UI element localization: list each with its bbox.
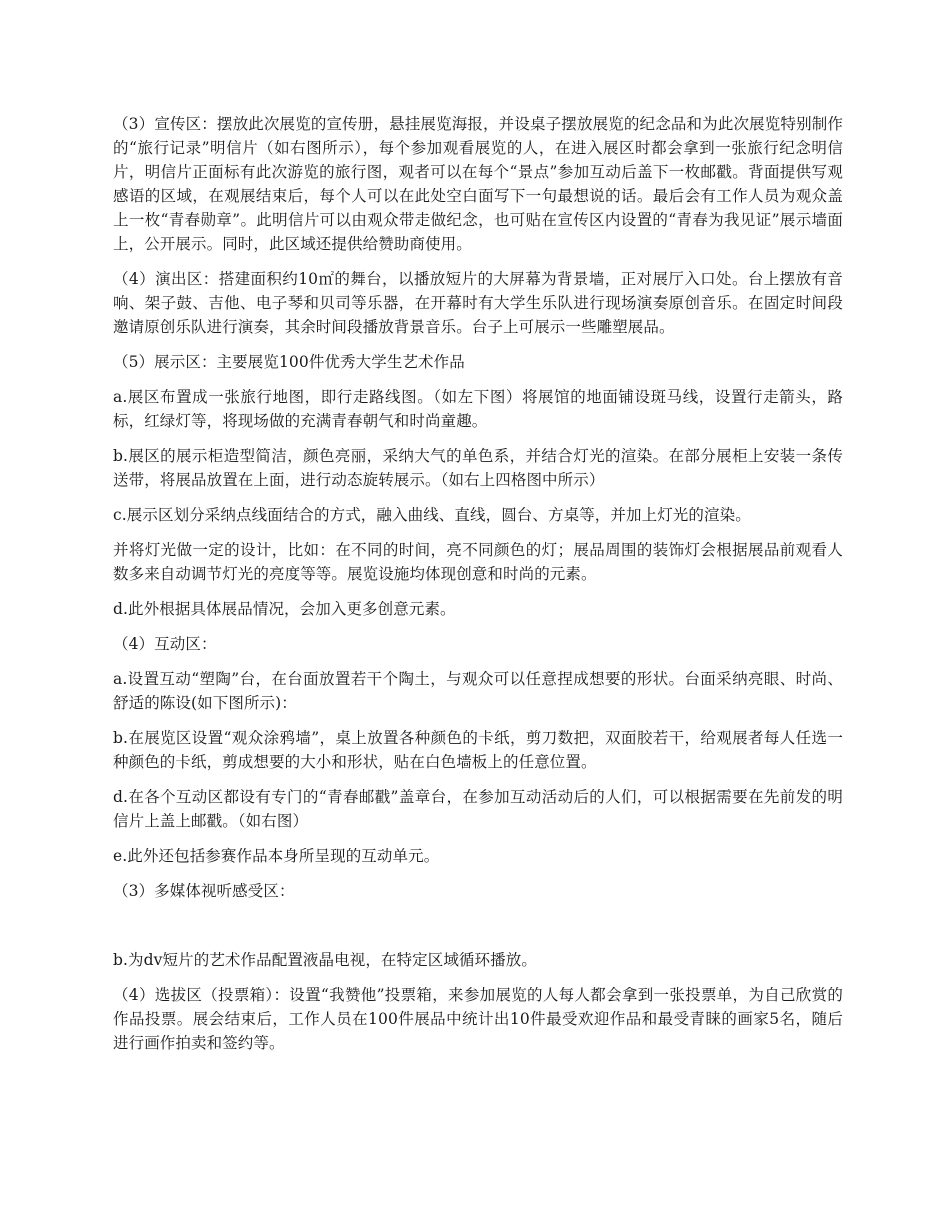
paragraph-interactive-item-b: b.在展览区设置“观众涂鸦墙”，桌上放置各种颜色的卡纸，剪刀数把，双面胶若干，给观展者每人任选一种颜色的卡纸，剪成想要的大小和形状，贴在白色墙板上的任意位置。	[113, 729, 843, 771]
paragraph-interactive-item-a: a.设置互动“塑陶”台，在台面放置若干个陶土，与观众可以任意捏成想要的形状。台面采纳亮眼、时尚、舒适的陈设(如下图所示)：	[113, 670, 843, 712]
paragraph-interactive-item-e: e.此外还包括参赛作品本身所呈现的互动单元。	[113, 847, 440, 865]
document-body	[113, 112, 843, 1066]
paragraph-lighting-design: 并将灯光做一定的设计，比如：在不同的时间，亮不同颜色的灯；展品周围的装饰灯会根据展品前观看人数多来自动调节灯光的亮度等等。展览设施均体现创意和时尚的元素。	[113, 541, 843, 583]
paragraph-display-item-a: a.展区布置成一张旅行地图，即行走路线图。（如左下图）将展馆的地面铺设斑马线，设置行走箭头，路标，红绿灯等，将现场做的充满青春朝气和时尚童趣。	[113, 388, 843, 430]
paragraph-display-item-c: c.展示区划分采纳点线面结合的方式，融入曲线、直线，圆台、方桌等，并加上灯光的渲染。	[113, 506, 751, 524]
paragraph-publicity-area: （3）宣传区：摆放此次展览的宣传册，悬挂展览海报，并设桌子摆放展览的纪念品和为此次展览特别制作的“旅行记录”明信片（如右图所示），每个参加观看展览的人，在进入展区时都会拿到一张旅行纪念明信片，明信片正面标有此次游览的旅行图，观者可以在每个“景点”参加互动后盖下一枚邮戳。背面提供写观感语的区域，在观展结束后，每个人可以在此处空白面写下一句最想说的话。最后会有工作人员为观众盖上一枚“青春勋章”。此明信片可以由观众带走做纪念，也可贴在宣传区内设置的“青春为我见证”展示墙面上，公开展示。同时，此区域还提供给赞助商使用。	[113, 115, 843, 253]
paragraph-multimedia-area-heading: （3）多媒体视听感受区：	[113, 882, 295, 900]
paragraph-performance-area: （4）演出区：搭建面积约10㎡的舞台，以播放短片的大屏幕为背景墙，正对展厅入口处。台上摆放有音响、架子鼓、吉他、电子琴和贝司等乐器，在开幕时有大学生乐队进行现场演奏原创音乐。在固定时间段邀请原创乐队进行演奏，其余时间段播放背景音乐。台子上可展示一些雕塑展品。	[113, 270, 843, 336]
blank-gap	[113, 914, 843, 948]
paragraph-multimedia-item-b: b.为dv短片的艺术作品配置液晶电视，在特定区域循环播放。	[113, 951, 537, 969]
paragraph-display-item-b: b.展区的展示柜造型简洁，颜色亮丽，采纳大气的单色系，并结合灯光的渲染。在部分展柜上安装一条传送带，将展品放置在上面，进行动态旋转展示。（如右上四格图中所示）	[113, 447, 843, 489]
paragraph-display-area-heading: （5）展示区：主要展览100件优秀大学生艺术作品	[113, 353, 465, 371]
paragraph-interactive-item-d: d.在各个互动区都设有专门的“青春邮戳”盖章台，在参加互动活动后的人们，可以根据需要在先前发的明信片上盖上邮戳。（如右图）	[113, 788, 843, 830]
paragraph-selection-area: （4）选拔区（投票箱）：设置“我赞他”投票箱，来参加展览的人每人都会拿到一张投票单，为自己欣赏的作品投票。展会结束后，工作人员在100件展品中统计出10件最受欢迎作品和最受青睐的画家5名，随后进行画作拍卖和签约等。	[113, 986, 843, 1052]
paragraph-display-item-d: d.此外根据具体展品情况，会加入更多创意元素。	[113, 600, 456, 618]
paragraph-interactive-area-heading: （4）互动区：	[113, 635, 217, 653]
